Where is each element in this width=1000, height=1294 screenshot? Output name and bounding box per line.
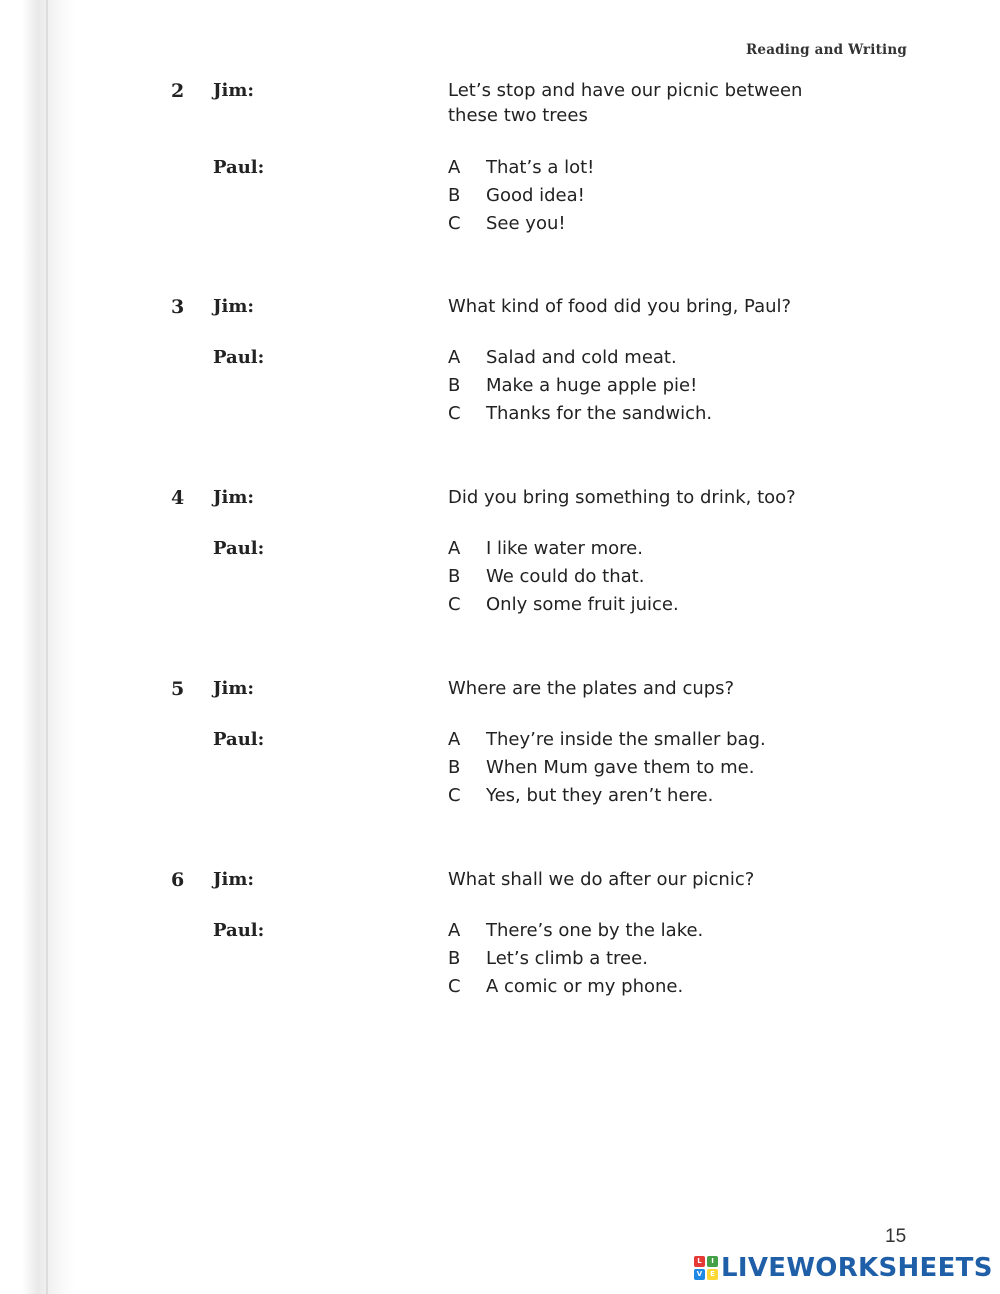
option-letter: B: [448, 185, 461, 206]
question-number: 3: [171, 296, 185, 318]
speaker-paul: Paul:: [213, 538, 265, 559]
option-text: A comic or my phone.: [486, 976, 684, 997]
option-letter: C: [448, 594, 461, 615]
option-letter: A: [448, 729, 461, 750]
speaker-paul: Paul:: [213, 347, 265, 368]
option-a[interactable]: [448, 155, 848, 183]
logo-tile: E: [707, 1269, 718, 1280]
option-text: Let’s climb a tree.: [486, 948, 648, 969]
speaker-paul: Paul:: [213, 729, 265, 750]
option-text: They’re inside the smaller bag.: [486, 729, 766, 750]
option-b[interactable]: [448, 373, 848, 401]
option-letter: A: [448, 538, 461, 559]
prompt-line: What shall we do after our picnic?: [448, 869, 755, 890]
option-b[interactable]: [448, 183, 848, 211]
option-letter: B: [448, 375, 461, 396]
option-letter: A: [448, 920, 461, 941]
option-c[interactable]: [448, 974, 848, 1002]
prompt-line: Let’s stop and have our picnic between: [448, 80, 803, 101]
option-text: Thanks for the sandwich.: [486, 403, 713, 424]
speaker-jim: Jim:: [213, 869, 255, 890]
option-letter: C: [448, 785, 461, 806]
option-letter: B: [448, 566, 461, 587]
option-a[interactable]: [448, 727, 848, 755]
option-text: We could do that.: [486, 566, 645, 587]
prompt-line: Did you bring something to drink, too?: [448, 487, 796, 508]
option-a[interactable]: [448, 345, 848, 373]
page-fold-line: [46, 0, 48, 1294]
option-letter: C: [448, 403, 461, 424]
option-text: Make a huge apple pie!: [486, 375, 698, 396]
question-number: 4: [171, 487, 185, 509]
answer-options: [448, 918, 848, 1002]
question-number: 2: [171, 80, 185, 102]
option-a[interactable]: [448, 918, 848, 946]
speaker-jim: Jim:: [213, 487, 255, 508]
speaker-jim: Jim:: [213, 678, 255, 699]
speaker-paul: Paul:: [213, 157, 265, 178]
option-letter: C: [448, 976, 461, 997]
question-number: 6: [171, 869, 185, 891]
option-c[interactable]: [448, 783, 848, 811]
option-letter: A: [448, 157, 461, 178]
option-c[interactable]: [448, 401, 848, 429]
question-prompt: [448, 867, 828, 892]
question-prompt: [448, 294, 828, 319]
option-text: When Mum gave them to me.: [486, 757, 755, 778]
brand-wordmark: LIVEWORKSHEETS: [721, 1253, 993, 1283]
option-letter: B: [448, 757, 461, 778]
liveworksheets-logo-icon: [694, 1256, 718, 1280]
option-a[interactable]: [448, 536, 848, 564]
option-text: See you!: [486, 213, 566, 234]
option-letter: A: [448, 347, 461, 368]
liveworksheets-brand: [694, 1251, 993, 1285]
logo-tile: L: [694, 1256, 705, 1267]
speaker-paul: Paul:: [213, 920, 265, 941]
option-c[interactable]: [448, 592, 848, 620]
prompt-line: Where are the plates and cups?: [448, 678, 735, 699]
answer-options: [448, 536, 848, 620]
speaker-jim: Jim:: [213, 80, 255, 101]
option-text: That’s a lot!: [486, 157, 595, 178]
page-spine-shadow: [0, 0, 75, 1294]
option-letter: B: [448, 948, 461, 969]
question-prompt: [448, 676, 828, 701]
option-text: Only some fruit juice.: [486, 594, 679, 615]
option-b[interactable]: [448, 946, 848, 974]
option-text: I like water more.: [486, 538, 643, 559]
prompt-line: What kind of food did you bring, Paul?: [448, 296, 792, 317]
logo-tile: I: [707, 1256, 718, 1267]
question-number: 5: [171, 678, 185, 700]
option-text: Yes, but they aren’t here.: [486, 785, 714, 806]
question-prompt: [448, 485, 828, 510]
option-b[interactable]: [448, 564, 848, 592]
prompt-line: these two trees: [448, 105, 588, 126]
option-text: There’s one by the lake.: [486, 920, 704, 941]
option-b[interactable]: [448, 755, 848, 783]
question-prompt: [448, 78, 828, 128]
answer-options: [448, 727, 848, 811]
option-letter: C: [448, 213, 461, 234]
answer-options: [448, 345, 848, 429]
page-number: 15: [885, 1226, 907, 1247]
section-header: Reading and Writing: [746, 42, 907, 58]
logo-tile: V: [694, 1269, 705, 1280]
option-text: Salad and cold meat.: [486, 347, 677, 368]
speaker-jim: Jim:: [213, 296, 255, 317]
answer-options: [448, 155, 848, 239]
option-c[interactable]: [448, 211, 848, 239]
option-text: Good idea!: [486, 185, 585, 206]
